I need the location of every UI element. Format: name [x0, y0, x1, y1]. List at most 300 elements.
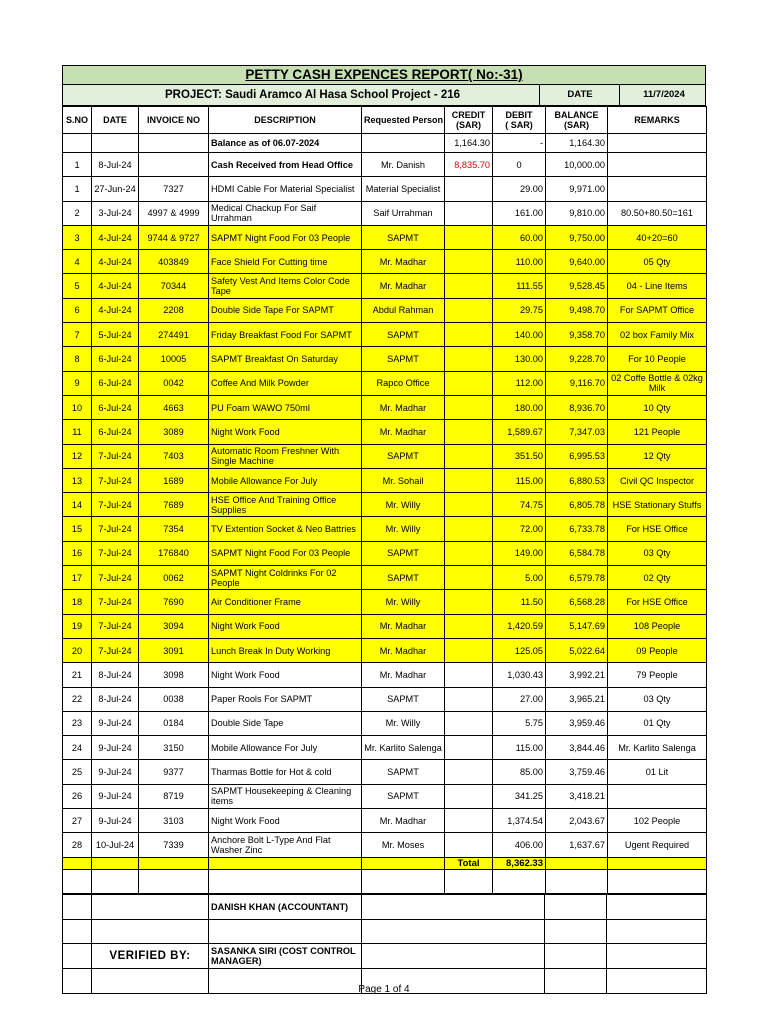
- received-sno: 1: [63, 153, 92, 177]
- row-invoice: 8719: [139, 784, 209, 808]
- row-balance: 3,844.46: [546, 736, 608, 760]
- row-description: HSE Office And Training Office Supplies: [209, 493, 362, 517]
- row-invoice: 3098: [139, 663, 209, 687]
- row-debit: 180.00: [493, 395, 546, 419]
- row-invoice: 3150: [139, 736, 209, 760]
- row-sno: 10: [63, 395, 92, 419]
- row-date: 9-Jul-24: [92, 809, 139, 833]
- row-sno: 13: [63, 468, 92, 492]
- row-person: SAPMT: [362, 323, 445, 347]
- row-person: Saif Urrahman: [362, 201, 445, 225]
- row-description: Night Work Food: [209, 420, 362, 444]
- row-sno: 25: [63, 760, 92, 784]
- row-invoice: 0184: [139, 711, 209, 735]
- row-sno: 17: [63, 566, 92, 590]
- row-credit: [445, 590, 493, 614]
- row-remarks: 79 People: [608, 663, 707, 687]
- row-credit: [445, 833, 493, 857]
- row-credit: [445, 371, 493, 395]
- header-date: DATE: [92, 107, 139, 134]
- row-sno: 15: [63, 517, 92, 541]
- table-row: [63, 493, 707, 517]
- row-debit: 5.00: [493, 566, 546, 590]
- row-balance: 5,022.64: [546, 638, 608, 662]
- row-invoice: 1689: [139, 468, 209, 492]
- row-description: Air Conditioner Frame: [209, 590, 362, 614]
- row-remarks: 02 Coffe Bottle & 02kg Milk: [608, 371, 707, 395]
- row-person: Mr. Sohail: [362, 468, 445, 492]
- accountant-signature: DANISH KHAN (ACCOUNTANT): [209, 894, 362, 919]
- table-row: [63, 298, 707, 322]
- row-credit: [445, 420, 493, 444]
- row-sno: 28: [63, 833, 92, 857]
- row-remarks: For SAPMT Office: [608, 298, 707, 322]
- table-row: [63, 590, 707, 614]
- header-balance: BALANCE (SAR): [546, 107, 608, 134]
- row-credit: [445, 201, 493, 225]
- row-description: HDMI Cable For Material Specialist: [209, 177, 362, 201]
- row-debit: 85.00: [493, 760, 546, 784]
- row-date: 7-Jul-24: [92, 638, 139, 662]
- row-person: Mr. Madhar: [362, 663, 445, 687]
- verified-by-label: VERIFIED BY:: [92, 944, 209, 969]
- row-remarks: 04 - Line Items: [608, 274, 707, 298]
- report-sheet: [62, 65, 706, 994]
- row-sno: 27: [63, 809, 92, 833]
- header-person: Requested Person: [362, 107, 445, 134]
- row-description: Face Shield For Cutting time: [209, 250, 362, 274]
- row-sno: 2: [63, 201, 92, 225]
- row-sno: 12: [63, 444, 92, 468]
- manager-signature: SASANKA SIRI (COST CONTROL MANAGER): [209, 944, 362, 969]
- row-invoice: 70344: [139, 274, 209, 298]
- row-remarks: For HSE Office: [608, 590, 707, 614]
- row-invoice: 4663: [139, 395, 209, 419]
- row-sno: 1: [63, 177, 92, 201]
- header-credit: CREDIT (SAR): [445, 107, 493, 134]
- table-row: [63, 274, 707, 298]
- row-credit: [445, 493, 493, 517]
- row-invoice: 7690: [139, 590, 209, 614]
- row-debit: 149.00: [493, 541, 546, 565]
- row-invoice: 7403: [139, 444, 209, 468]
- row-invoice: 9744 & 9727: [139, 225, 209, 249]
- row-date: 4-Jul-24: [92, 274, 139, 298]
- row-person: Rapco Office: [362, 371, 445, 395]
- row-date: 9-Jul-24: [92, 760, 139, 784]
- row-person: Mr. Willy: [362, 517, 445, 541]
- row-balance: 3,965.21: [546, 687, 608, 711]
- row-invoice: 7689: [139, 493, 209, 517]
- row-date: 7-Jul-24: [92, 468, 139, 492]
- row-balance: 6,584.78: [546, 541, 608, 565]
- row-date: 6-Jul-24: [92, 347, 139, 371]
- project-name: PROJECT: Saudi Aramco Al Hasa School Project - 216: [165, 89, 461, 101]
- row-invoice: 274491: [139, 323, 209, 347]
- table-row: [63, 566, 707, 590]
- row-description: Safety Vest And Items Color Code Tape: [209, 274, 362, 298]
- row-balance: 9,228.70: [546, 347, 608, 371]
- row-person: Mr. Willy: [362, 590, 445, 614]
- row-balance: 3,759.46: [546, 760, 608, 784]
- row-sno: 5: [63, 274, 92, 298]
- row-remarks: Mr. Karlito Salenga: [608, 736, 707, 760]
- row-credit: [445, 784, 493, 808]
- row-credit: [445, 323, 493, 347]
- row-sno: 6: [63, 298, 92, 322]
- row-invoice: 7327: [139, 177, 209, 201]
- row-invoice: 3091: [139, 638, 209, 662]
- row-balance: 6,995.53: [546, 444, 608, 468]
- row-balance: 6,568.28: [546, 590, 608, 614]
- row-remarks: Civil QC Inspector: [608, 468, 707, 492]
- row-remarks: Ugent Required: [608, 833, 707, 857]
- row-description: Tharmas Bottle for Hot & cold: [209, 760, 362, 784]
- row-description: SAPMT Night Food For 03 People: [209, 225, 362, 249]
- table-row: [63, 371, 707, 395]
- row-sno: 8: [63, 347, 92, 371]
- received-balance: 10,000.00: [546, 153, 608, 177]
- row-balance: 9,810.00: [546, 201, 608, 225]
- table-row: [63, 663, 707, 687]
- row-remarks: 01 Lit: [608, 760, 707, 784]
- total-row: [63, 857, 707, 869]
- total-label: Total: [445, 857, 493, 869]
- header-invoice: INVOICE NO: [139, 107, 209, 134]
- row-remarks: 10 Qty: [608, 395, 707, 419]
- row-debit: 111.55: [493, 274, 546, 298]
- row-balance: 9,750.00: [546, 225, 608, 249]
- row-debit: 29.75: [493, 298, 546, 322]
- row-date: 7-Jul-24: [92, 493, 139, 517]
- row-description: Night Work Food: [209, 614, 362, 638]
- table-row: [63, 420, 707, 444]
- row-credit: [445, 663, 493, 687]
- row-description: SAPMT Night Food For 03 People: [209, 541, 362, 565]
- row-person: SAPMT: [362, 225, 445, 249]
- row-credit: [445, 614, 493, 638]
- row-invoice: 0062: [139, 566, 209, 590]
- row-date: 4-Jul-24: [92, 250, 139, 274]
- table-row: [63, 250, 707, 274]
- row-balance: 9,528.45: [546, 274, 608, 298]
- total-value: 8,362.33: [493, 857, 546, 869]
- received-debit: 0: [493, 153, 546, 177]
- row-remarks: 02 Qty: [608, 566, 707, 590]
- row-credit: [445, 736, 493, 760]
- row-credit: [445, 395, 493, 419]
- row-description: SAPMT Housekeeping & Cleaning items: [209, 784, 362, 808]
- row-sno: 3: [63, 225, 92, 249]
- row-remarks: 102 People: [608, 809, 707, 833]
- signature-table: [62, 894, 707, 994]
- table-row: [63, 517, 707, 541]
- row-debit: 72.00: [493, 517, 546, 541]
- row-debit: 125.05: [493, 638, 546, 662]
- row-sno: 23: [63, 711, 92, 735]
- row-date: 6-Jul-24: [92, 395, 139, 419]
- row-remarks: 03 Qty: [608, 541, 707, 565]
- row-sno: 20: [63, 638, 92, 662]
- row-debit: 1,374.54: [493, 809, 546, 833]
- row-credit: [445, 760, 493, 784]
- received-credit: 8,835.70: [445, 153, 493, 177]
- row-invoice: 7354: [139, 517, 209, 541]
- row-credit: [445, 274, 493, 298]
- opening-credit: 1,164.30: [445, 134, 493, 153]
- table-row: [63, 225, 707, 249]
- row-person: Mr. Moses: [362, 833, 445, 857]
- table-row: [63, 541, 707, 565]
- row-balance: 3,418.21: [546, 784, 608, 808]
- row-description: Mobile Allowance For July: [209, 736, 362, 760]
- row-remarks: 02 box Family Mix: [608, 323, 707, 347]
- row-description: Double Side Tape: [209, 711, 362, 735]
- row-description: Friday Breakfast Food For SAPMT: [209, 323, 362, 347]
- row-balance: 6,733.78: [546, 517, 608, 541]
- row-date: 9-Jul-24: [92, 736, 139, 760]
- row-remarks: 40+20=60: [608, 225, 707, 249]
- row-description: Night Work Food: [209, 663, 362, 687]
- row-date: 4-Jul-24: [92, 298, 139, 322]
- row-balance: 7,347.03: [546, 420, 608, 444]
- row-person: Mr. Madhar: [362, 638, 445, 662]
- row-credit: [445, 444, 493, 468]
- row-invoice: 10005: [139, 347, 209, 371]
- row-debit: 60.00: [493, 225, 546, 249]
- row-person: Mr. Madhar: [362, 420, 445, 444]
- row-debit: 130.00: [493, 347, 546, 371]
- received-description: Cash Received from Head Office: [209, 153, 362, 177]
- row-date: 7-Jul-24: [92, 614, 139, 638]
- row-person: Mr. Madhar: [362, 250, 445, 274]
- row-debit: 341.25: [493, 784, 546, 808]
- row-description: TV Extention Socket & Neo Battries: [209, 517, 362, 541]
- row-sno: 7: [63, 323, 92, 347]
- table-row: [63, 177, 707, 201]
- header-sno: S.NO: [63, 107, 92, 134]
- row-remarks: 09 People: [608, 638, 707, 662]
- row-date: 8-Jul-24: [92, 687, 139, 711]
- row-balance: 6,579.78: [546, 566, 608, 590]
- row-debit: 11.50: [493, 590, 546, 614]
- row-balance: 5,147.69: [546, 614, 608, 638]
- opening-description: Balance as of 06.07-2024: [209, 134, 362, 153]
- row-balance: 1,637.67: [546, 833, 608, 857]
- row-date: 7-Jul-24: [92, 541, 139, 565]
- row-remarks: 01 Qty: [608, 711, 707, 735]
- row-credit: [445, 250, 493, 274]
- table-row: [63, 687, 707, 711]
- row-date: 7-Jul-24: [92, 444, 139, 468]
- row-description: Automatic Room Freshner With Single Machine: [209, 444, 362, 468]
- row-debit: 110.00: [493, 250, 546, 274]
- row-invoice: 7339: [139, 833, 209, 857]
- row-description: Medical Chackup For Saif Urrahman: [209, 201, 362, 225]
- row-date: 6-Jul-24: [92, 420, 139, 444]
- row-debit: 1,589.67: [493, 420, 546, 444]
- row-sno: 14: [63, 493, 92, 517]
- table-row: [63, 395, 707, 419]
- row-debit: 29.00: [493, 177, 546, 201]
- row-debit: 112.00: [493, 371, 546, 395]
- row-description: Coffee And Milk Powder: [209, 371, 362, 395]
- row-person: SAPMT: [362, 444, 445, 468]
- row-description: Double Side Tape For SAPMT: [209, 298, 362, 322]
- row-person: SAPMT: [362, 541, 445, 565]
- row-description: Night Work Food: [209, 809, 362, 833]
- row-person: SAPMT: [362, 347, 445, 371]
- row-date: 5-Jul-24: [92, 323, 139, 347]
- expense-table: [62, 106, 707, 894]
- project-row: [62, 85, 706, 106]
- row-sno: 22: [63, 687, 92, 711]
- table-row: [63, 638, 707, 662]
- row-credit: [445, 711, 493, 735]
- row-description: Lunch Break In Duty Working: [209, 638, 362, 662]
- row-description: Mobile Allowance For July: [209, 468, 362, 492]
- row-person: Mr. Willy: [362, 711, 445, 735]
- row-sno: 4: [63, 250, 92, 274]
- row-remarks: [608, 177, 707, 201]
- table-row: [63, 711, 707, 735]
- table-row: [63, 614, 707, 638]
- row-date: 10-Jul-24: [92, 833, 139, 857]
- row-debit: 115.00: [493, 468, 546, 492]
- row-description: SAPMT Breakfast On Saturday: [209, 347, 362, 371]
- header-remarks: REMARKS: [608, 107, 707, 134]
- row-description: Anchore Bolt L-Type And Flat Washer Zinc: [209, 833, 362, 857]
- row-debit: 1,420.59: [493, 614, 546, 638]
- row-credit: [445, 468, 493, 492]
- table-row: [63, 347, 707, 371]
- row-credit: [445, 809, 493, 833]
- cash-received-row: [63, 153, 707, 177]
- row-debit: 115.00: [493, 736, 546, 760]
- row-credit: [445, 298, 493, 322]
- row-remarks: 03 Qty: [608, 687, 707, 711]
- row-date: 7-Jul-24: [92, 590, 139, 614]
- row-balance: 2,043.67: [546, 809, 608, 833]
- row-date: 9-Jul-24: [92, 711, 139, 735]
- row-person: Mr. Madhar: [362, 809, 445, 833]
- row-date: 3-Jul-24: [92, 201, 139, 225]
- row-person: SAPMT: [362, 566, 445, 590]
- row-invoice: 0038: [139, 687, 209, 711]
- row-sno: 26: [63, 784, 92, 808]
- row-credit: [445, 638, 493, 662]
- row-debit: 140.00: [493, 323, 546, 347]
- row-remarks: 12 Qty: [608, 444, 707, 468]
- row-debit: 27.00: [493, 687, 546, 711]
- row-person: SAPMT: [362, 784, 445, 808]
- table-row: [63, 323, 707, 347]
- row-balance: 6,880.53: [546, 468, 608, 492]
- row-invoice: 176840: [139, 541, 209, 565]
- row-debit: 5.75: [493, 711, 546, 735]
- row-person: Material Specialist: [362, 177, 445, 201]
- row-invoice: 403849: [139, 250, 209, 274]
- row-credit: [445, 225, 493, 249]
- row-balance: 9,640.00: [546, 250, 608, 274]
- row-person: Mr. Madhar: [362, 395, 445, 419]
- row-credit: [445, 687, 493, 711]
- row-invoice: 0042: [139, 371, 209, 395]
- opening-balance-row: [63, 134, 707, 153]
- header-row: [63, 107, 707, 134]
- table-row: [63, 444, 707, 468]
- table-row: [63, 809, 707, 833]
- header-debit: DEBIT ( SAR): [493, 107, 546, 134]
- row-remarks: For HSE Office: [608, 517, 707, 541]
- date-label: DATE: [539, 85, 620, 105]
- header-description: DESCRIPTION: [209, 107, 362, 134]
- row-balance: 3,992.21: [546, 663, 608, 687]
- row-date: 7-Jul-24: [92, 517, 139, 541]
- row-invoice: 4997 & 4999: [139, 201, 209, 225]
- row-credit: [445, 347, 493, 371]
- date-value: 11/7/2024: [619, 85, 708, 105]
- row-person: Mr. Willy: [362, 493, 445, 517]
- row-sno: 9: [63, 371, 92, 395]
- table-row: [63, 736, 707, 760]
- table-row: [63, 784, 707, 808]
- row-invoice: 9377: [139, 760, 209, 784]
- table-row: [63, 468, 707, 492]
- report-title: PETTY CASH EXPENCES REPORT( No:-31): [62, 65, 706, 85]
- row-date: 27-Jun-24: [92, 177, 139, 201]
- table-row: [63, 833, 707, 857]
- row-date: 7-Jul-24: [92, 566, 139, 590]
- row-balance: 8,936.70: [546, 395, 608, 419]
- row-balance: 9,498.70: [546, 298, 608, 322]
- row-description: PU Foam WAWO 750ml: [209, 395, 362, 419]
- row-balance: 9,116.70: [546, 371, 608, 395]
- row-debit: 161.00: [493, 201, 546, 225]
- row-invoice: 3089: [139, 420, 209, 444]
- row-remarks: 05 Qty: [608, 250, 707, 274]
- row-date: 6-Jul-24: [92, 371, 139, 395]
- row-credit: [445, 541, 493, 565]
- row-person: SAPMT: [362, 687, 445, 711]
- row-credit: [445, 517, 493, 541]
- row-balance: 6,805.78: [546, 493, 608, 517]
- opening-debit: -: [493, 134, 546, 153]
- row-remarks: For 10 People: [608, 347, 707, 371]
- row-sno: 18: [63, 590, 92, 614]
- received-date: 8-Jul-24: [92, 153, 139, 177]
- row-debit: 406.00: [493, 833, 546, 857]
- row-person: Mr. Madhar: [362, 614, 445, 638]
- row-remarks: HSE Stationary Stuffs: [608, 493, 707, 517]
- row-remarks: 80.50+80.50=161: [608, 201, 707, 225]
- row-date: 9-Jul-24: [92, 784, 139, 808]
- row-invoice: 3094: [139, 614, 209, 638]
- row-debit: 1,030.43: [493, 663, 546, 687]
- row-remarks: [608, 784, 707, 808]
- row-sno: 19: [63, 614, 92, 638]
- row-sno: 24: [63, 736, 92, 760]
- row-debit: 351.50: [493, 444, 546, 468]
- row-date: 8-Jul-24: [92, 663, 139, 687]
- row-person: Mr. Karlito Salenga: [362, 736, 445, 760]
- row-balance: 9,971.00: [546, 177, 608, 201]
- row-person: SAPMT: [362, 760, 445, 784]
- row-remarks: 121 People: [608, 420, 707, 444]
- row-balance: 3,959.46: [546, 711, 608, 735]
- row-sno: 16: [63, 541, 92, 565]
- opening-balance: 1,164.30: [546, 134, 608, 153]
